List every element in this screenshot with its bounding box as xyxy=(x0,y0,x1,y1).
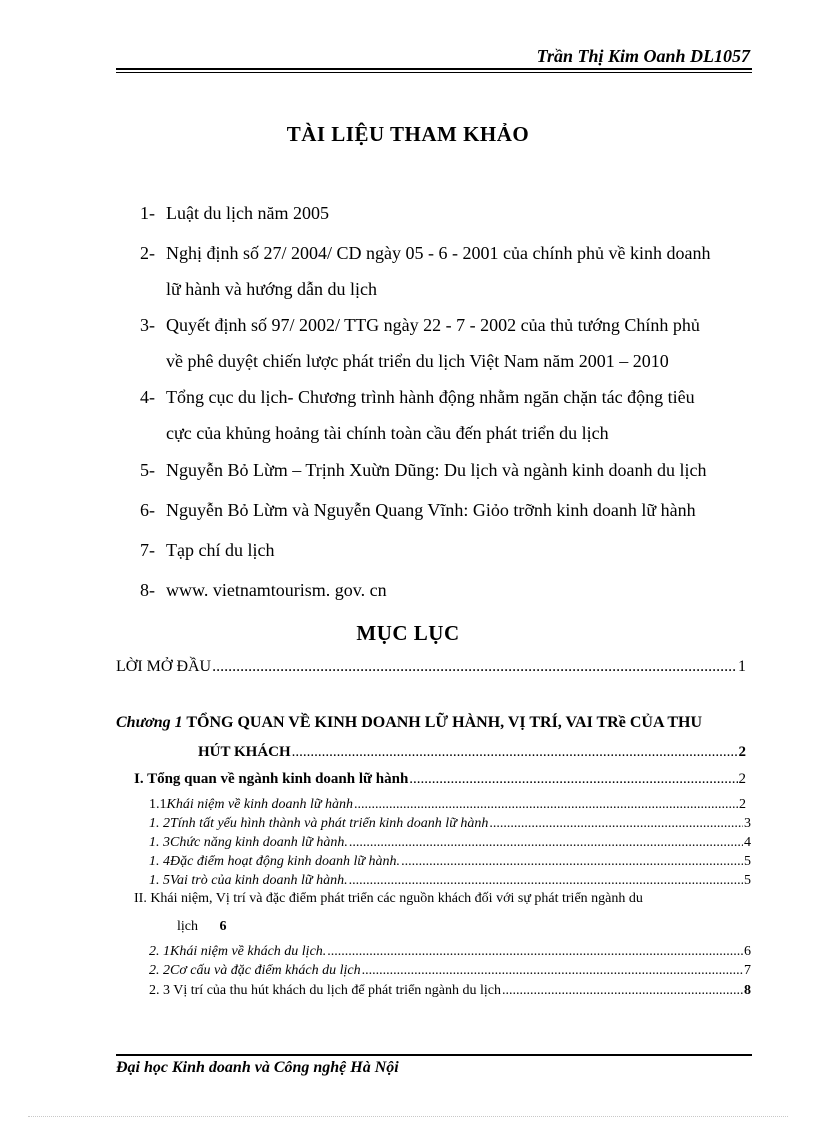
toc-leader xyxy=(502,983,743,999)
reference-text: Nguyễn Bỏ Lừm và Nguyễn Quang Vĩnh: Giỏo trỡnh kinh doanh lữ hành xyxy=(166,500,696,520)
toc-leader xyxy=(212,658,737,676)
reference-text: Tạp chí du lịch xyxy=(166,540,275,560)
toc-label: HÚT KHÁCH xyxy=(198,744,291,760)
toc-subsection[interactable] xyxy=(149,983,751,999)
toc-leader xyxy=(292,744,738,761)
footer-school: Đại học Kinh doanh và Công nghệ Hà Nội xyxy=(116,1059,399,1076)
reference-number: 1- xyxy=(140,203,155,223)
reference-number: 7- xyxy=(140,540,155,560)
toc-page: 5 xyxy=(744,854,751,869)
toc-section-2-line1[interactable]: II. Khái niệm, Vị trí và đặc điểm phát triển các nguồn khách đối với sự phát triển ngành du xyxy=(134,891,643,906)
toc-label: lịch xyxy=(177,919,198,934)
toc-number: 1. 5 xyxy=(149,873,170,888)
header-rule-thin xyxy=(116,72,752,73)
toc-number: 1.1 xyxy=(149,797,167,812)
toc-leader xyxy=(401,854,743,870)
reference-text: Tổng cục du lịch- Chương trình hành động nhằm ngăn chặn tác động tiêu xyxy=(166,387,695,407)
reference-text: Luật du lịch năm 2005 xyxy=(166,203,329,223)
reference-text-cont: cực của khủng hoảng tài chính toàn cầu đến phát triển du lịch xyxy=(166,423,609,443)
toc-label: Tính tất yếu hình thành và phát triển kinh doanh lữ hành xyxy=(170,816,489,831)
toc-subsection[interactable] xyxy=(149,963,751,979)
toc-page: 8 xyxy=(744,983,751,998)
toc-chapter1-line2[interactable] xyxy=(198,744,746,761)
toc-number: 1. 3 xyxy=(149,835,170,850)
toc-label: Cơ cấu và đặc điểm khách du lịch xyxy=(170,963,361,978)
toc-subsection[interactable] xyxy=(149,944,751,960)
toc-page: 6 xyxy=(744,944,751,959)
toc-leader xyxy=(349,835,743,851)
chapter-prefix: Chương 1 xyxy=(116,714,183,731)
reference-text-cont: về phê duyệt chiến lược phát triển du lịch Việt Nam năm 2001 – 2010 xyxy=(166,351,669,371)
reference-number: 3- xyxy=(140,315,155,335)
reference-number: 8- xyxy=(140,580,155,600)
toc-page: 5 xyxy=(744,873,751,888)
toc-chapter1-line1[interactable] xyxy=(116,714,702,732)
toc-subsection[interactable] xyxy=(149,873,751,889)
toc-page: 4 xyxy=(744,835,751,850)
toc-number: 1. 4 xyxy=(149,854,170,869)
header-rule-thick xyxy=(116,68,752,70)
reference-number: 6- xyxy=(140,500,155,520)
toc-page: 6 xyxy=(219,919,227,934)
reference-text: Nghị định số 27/ 2004/ CD ngày 05 - 6 - 2001 của chính phủ về kinh doanh xyxy=(166,243,711,263)
toc-page: 1 xyxy=(738,658,746,675)
reference-number: 4- xyxy=(140,387,155,407)
toc-section-2-line2[interactable] xyxy=(177,919,227,935)
toc-leader xyxy=(354,797,738,813)
toc-subsection[interactable] xyxy=(149,835,751,851)
toc-section-1[interactable] xyxy=(134,771,746,788)
toc-leader xyxy=(362,963,743,979)
header-author: Trần Thị Kim Oanh DL1057 xyxy=(536,46,750,66)
toc-number: 2. 1 xyxy=(149,944,170,959)
toc-leader xyxy=(349,873,743,889)
reference-text: Nguyễn Bỏ Lừm – Trịnh Xuừn Dũng: Du lịch và ngành kinh doanh du lịch xyxy=(166,460,707,480)
toc-page: 3 xyxy=(744,816,751,831)
reference-number: 5- xyxy=(140,460,155,480)
toc-leader xyxy=(489,816,743,832)
toc-number: 2. 2 xyxy=(149,963,170,978)
toc-title: MỤC LỤC xyxy=(356,621,460,645)
toc-subsection[interactable] xyxy=(149,797,746,813)
toc-number: 1. 2 xyxy=(149,816,170,831)
toc-leader xyxy=(409,771,737,788)
reference-text: www. vietnamtourism. gov. cn xyxy=(166,580,387,600)
reference-text-cont: lữ hành và hướng dẫn du lịch xyxy=(166,279,377,299)
toc-label: Đặc điểm hoạt động kinh doanh lữ hành. xyxy=(170,854,401,869)
reference-number: 2- xyxy=(140,243,155,263)
toc-page: 7 xyxy=(744,963,751,978)
footer-rule xyxy=(116,1054,752,1056)
toc-label: Vai trò của kinh doanh lữ hành. xyxy=(170,873,348,888)
page-edge-dots xyxy=(28,1116,788,1117)
reference-text: Quyết định số 97/ 2002/ TTG ngày 22 - 7 - 2002 của thủ tướng Chính phủ xyxy=(166,315,700,335)
toc-entry-intro[interactable] xyxy=(116,658,746,676)
toc-leader xyxy=(327,944,743,960)
toc-label: Khái niệm về khách du lịch. xyxy=(170,944,327,959)
toc-label: Chức năng kinh doanh lữ hành. xyxy=(170,835,348,850)
toc-subsection[interactable] xyxy=(149,854,751,870)
toc-subsection[interactable] xyxy=(149,816,751,832)
toc-page: 2 xyxy=(738,744,746,760)
toc-page: 2 xyxy=(739,797,746,812)
toc-label: I. Tổng quan về ngành kinh doanh lữ hành xyxy=(134,771,409,787)
references-title: TÀI LIỆU THAM KHẢO xyxy=(286,122,530,146)
toc-label: LỜI MỞ ĐẦU xyxy=(116,658,212,675)
chapter-title: TỔNG QUAN VỀ KINH DOANH LỮ HÀNH, VỊ TRÍ, VAI TRề CỦA THU xyxy=(182,714,702,731)
toc-page: 2 xyxy=(738,771,746,787)
toc-label: Khái niệm về kinh doanh lữ hành xyxy=(166,797,353,812)
toc-label: 2. 3 Vị trí của thu hút khách du lịch để phát triển ngành du lịch xyxy=(149,983,501,998)
